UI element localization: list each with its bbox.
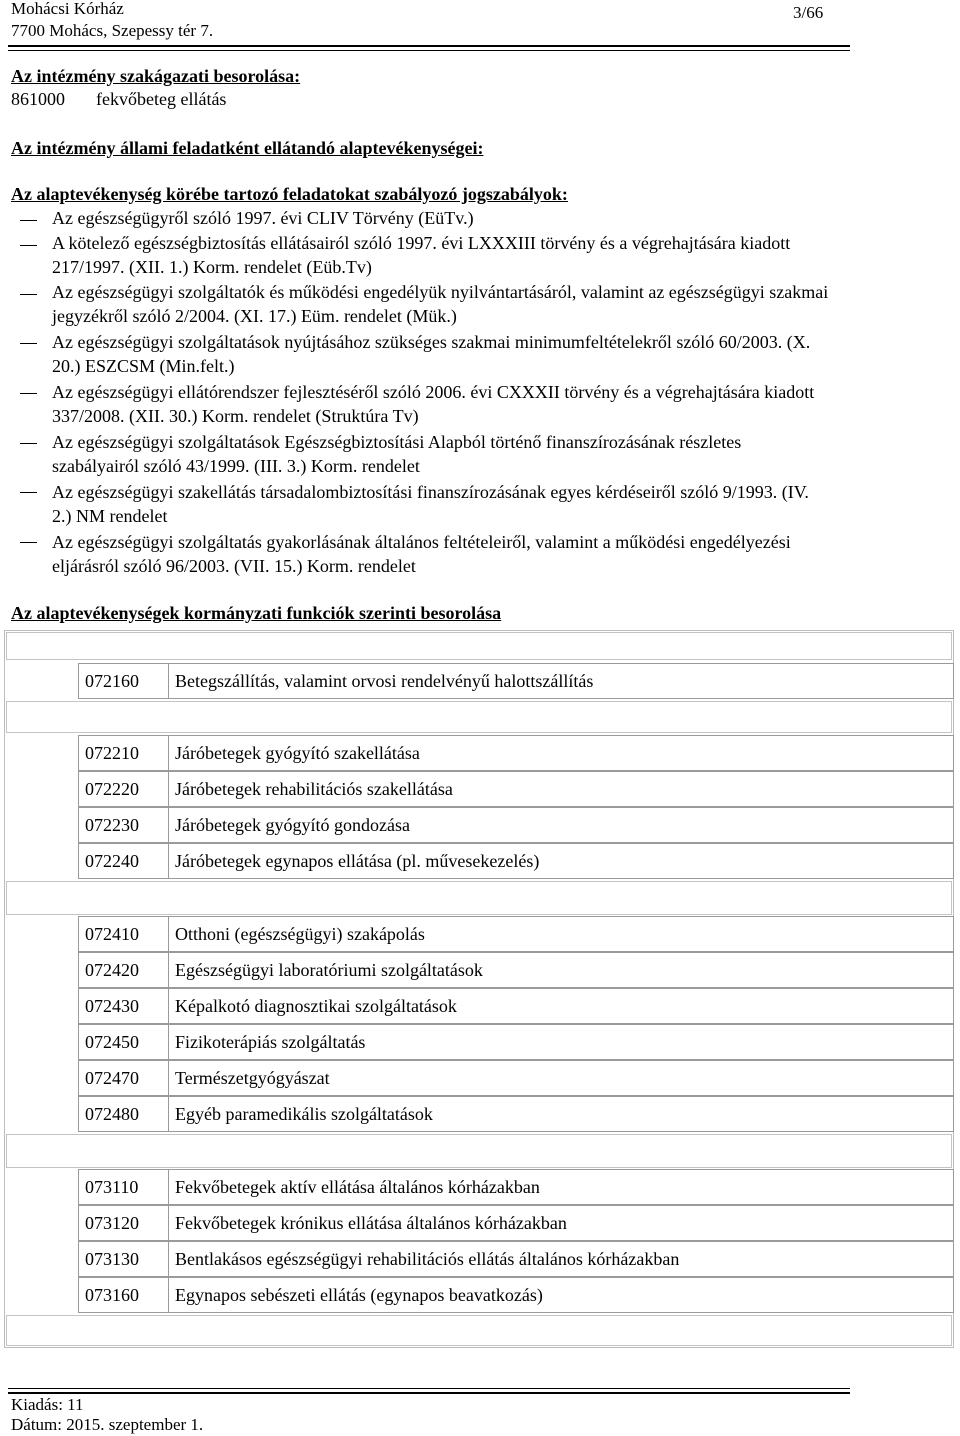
function-code: 073120 [79,1206,169,1240]
state-tasks-heading: Az intézmény állami feladatként ellátandó alaptevékenységei: [11,138,484,158]
table-row [78,1169,954,1205]
table-row [78,771,954,807]
functions-heading: Az alaptevékenységek kormányzati funkciók szerinti besorolása [11,603,502,623]
function-desc: Fekvőbetegek aktív ellátása általános kórházakban [175,1177,540,1197]
function-desc: Járóbetegek rehabilitációs szakellátása [175,779,453,799]
list-bullet [20,245,37,246]
law-item: Az egészségügyről szóló 1997. évi CLIV Törvény (EüTv.) [52,208,474,228]
footer-rule-thin [8,1388,850,1389]
function-code: 072430 [79,989,169,1023]
list-bullet [20,492,37,493]
classification-heading: Az intézmény szakágazati besorolása: [11,66,301,86]
function-code: 072220 [79,772,169,806]
law-item: Az egészségügyi szolgáltatás gyakorlásának általános feltételeiről, valamint a működési engedélyezési eljárásról szóló 96/2003. (VII. 15.) Korm. rendelet [52,532,791,576]
function-code: 072470 [79,1061,169,1095]
function-code: 073130 [79,1242,169,1276]
function-code: 073110 [79,1170,169,1204]
function-desc: Fizikoterápiás szolgáltatás [175,1032,366,1052]
table-row [78,988,954,1024]
list-bullet [20,443,37,444]
list-bullet [20,220,37,221]
function-desc: Egyéb paramedikális szolgáltatások [175,1104,433,1124]
table-row [78,807,954,843]
function-desc: Fekvőbetegek krónikus ellátása általános kórházakban [175,1213,567,1233]
function-desc: Járóbetegek egynapos ellátása (pl. művesekezelés) [175,851,540,871]
table-row [78,1024,954,1060]
table-row [78,916,954,952]
function-code: 072210 [79,736,169,770]
table-row [78,843,954,879]
spacer-row [6,881,952,915]
table-row [78,1060,954,1096]
law-item: A kötelező egészségbiztosítás ellátásairól szóló 1997. évi LXXXIII törvény és a végrehajtására kiadott 217/1997. (XII. 1.) Korm. rendelet (Eüb.Tv) [52,233,791,277]
footer-rule-thick [8,1392,850,1394]
function-code: 072450 [79,1025,169,1059]
classification-label: fekvőbeteg ellátás [96,89,227,109]
function-code: 072410 [79,917,169,951]
function-code: 072230 [79,808,169,842]
function-code: 072420 [79,953,169,987]
function-desc: Járóbetegek gyógyító szakellátása [175,743,420,763]
header-rule-thin [8,50,850,51]
page-number: 3/66 [793,3,824,22]
law-item: Az egészségügyi szakellátás társadalombiztosítási finanszírozásának egyes kérdéseiről szóló 9/1993. (IV. 2.) NM rendelet [52,482,809,526]
footer-issue: Kiadás: 11 [11,1395,84,1414]
spacer-row [6,701,952,733]
table-row [78,663,954,699]
spacer-row [6,1134,952,1168]
table-row [78,1096,954,1132]
function-code: 073160 [79,1278,169,1312]
table-row [78,1277,954,1313]
function-code: 072240 [79,844,169,878]
footer-date: Dátum: 2015. szeptember 1. [11,1415,204,1434]
function-code: 072480 [79,1097,169,1131]
laws-heading: Az alaptevékenység körébe tartozó feladatokat szabályozó jogszabályok: [11,184,568,204]
table-row [78,1205,954,1241]
list-bullet [20,294,37,295]
org-address: 7700 Mohács, Szepessy tér 7. [11,21,214,40]
function-desc: Járóbetegek gyógyító gondozása [175,815,410,835]
table-row [78,735,954,771]
list-bullet [20,393,37,394]
function-desc: Otthoni (egészségügyi) szakápolás [175,924,425,944]
table-row [78,952,954,988]
table-row [78,1241,954,1277]
function-desc: Egynapos sebészeti ellátás (egynapos beavatkozás) [175,1285,543,1305]
function-code: 072160 [79,664,169,698]
function-desc: Természetgyógyászat [175,1068,330,1088]
list-bullet [20,542,37,543]
law-item: Az egészségügyi szolgáltatók és működési engedélyük nyilvántartásáról, valamint az egészségügyi szakmai jegyzékről szóló 2/2004. (XI. 17.) Eüm. rendelet (Mük.) [52,282,829,326]
header-rule-thick [8,45,850,47]
org-name: Mohácsi Kórház [11,0,124,18]
law-item: Az egészségügyi szolgáltatások nyújtásához szükséges szakmai minimumfeltételekről szóló 60/2003. (X. 20.) ESZCSM (Min.felt.) [52,332,811,376]
function-desc: Egészségügyi laboratóriumi szolgáltatások [175,960,483,980]
law-item: Az egészségügyi szolgáltatások Egészségbiztosítási Alapból történő finanszírozásának részletes szabályairól szóló 43/1999. (III. 3.) Korm. rendelet [52,432,742,476]
function-desc: Bentlakásos egészségügyi rehabilitációs ellátás általános kórházakban [175,1249,680,1269]
law-item: Az egészségügyi ellátórendszer fejlesztéséről szóló 2006. évi CXXXII törvény és a végrehajtására kiadott 337/2008. (XII. 30.) Korm. rendelet (Struktúra Tv) [52,382,815,426]
spacer-row [6,632,952,660]
list-bullet [20,343,37,344]
spacer-row [6,1315,952,1346]
function-desc: Képalkotó diagnosztikai szolgáltatások [175,996,457,1016]
function-desc: Betegszállítás, valamint orvosi rendelvényű halottszállítás [175,671,594,691]
classification-code: 861000 [11,89,65,109]
